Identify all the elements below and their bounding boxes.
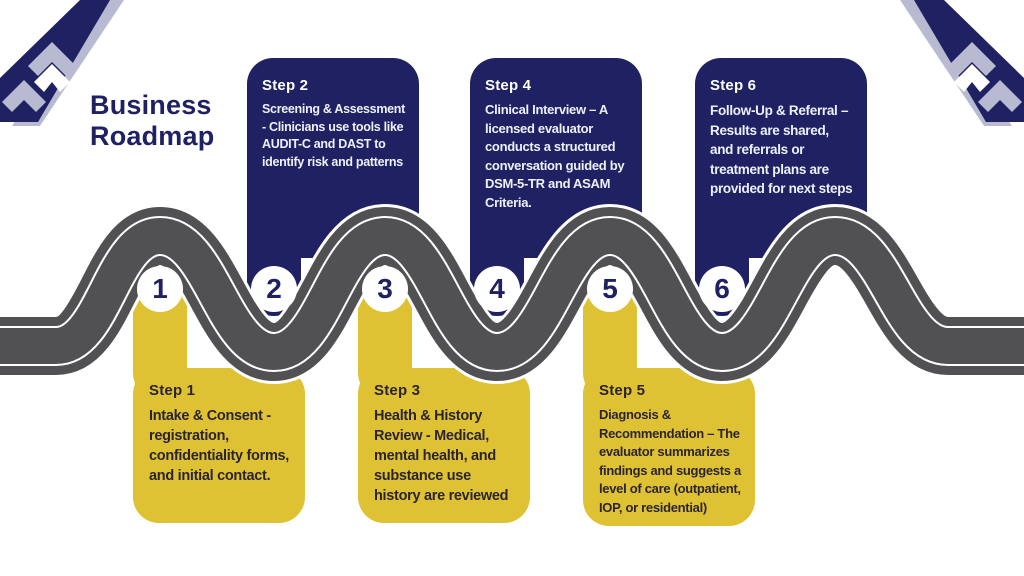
step-2-card — [247, 58, 419, 258]
page-title-line1: Business — [90, 90, 212, 120]
milestone-circle-2 — [251, 266, 297, 312]
step-5-card — [583, 368, 755, 526]
step-5-body: Diagnosis & Recommendation – The evaluator summarizes findings and suggests a level of care (outpatient, IOP, or residential) — [599, 407, 741, 515]
milestone-number-6: 6 — [714, 273, 730, 304]
milestone-number-4: 4 — [489, 273, 505, 304]
step-6-heading: Step 6 — [710, 77, 757, 94]
step-3-card — [358, 368, 530, 523]
page-title-line2: Roadmap — [90, 121, 215, 151]
step-5-heading: Step 5 — [599, 382, 646, 399]
milestone-circle-5 — [587, 266, 633, 312]
step-1-heading: Step 1 — [149, 382, 196, 399]
milestone-circle-1 — [137, 266, 183, 312]
step-3-heading: Step 3 — [374, 382, 421, 399]
milestone-number-5: 5 — [602, 273, 618, 304]
milestone-number-3: 3 — [377, 273, 393, 304]
step-1-body: Intake & Consent - registration, confidentiality forms, and initial contact. — [149, 408, 290, 484]
step-6-card — [695, 58, 867, 258]
step-3-body: Health & History Review - Medical, mental health, and substance use history are reviewed — [374, 408, 509, 504]
milestone-circle-3 — [362, 266, 408, 312]
milestone-number-2: 2 — [266, 273, 282, 304]
page-title — [90, 90, 214, 152]
step-6-body: Follow-Up & Referral – Results are shared, and referrals or treatment plans are provided for next steps — [710, 103, 853, 196]
corner-arrows-icon-top-right — [874, 0, 1024, 140]
milestone-circle-6 — [699, 266, 745, 312]
step-4-card — [470, 58, 642, 258]
milestone-number-1: 1 — [152, 273, 168, 304]
step-4-body: Clinical Interview – A licensed evaluator conducts a structured conversation guided by DSM-5-TR and ASAM Criteria. — [485, 102, 625, 210]
milestone-circle-4 — [474, 266, 520, 312]
step-2-body: Screening & Assessment - Clinicians use tools like AUDIT-C and DAST to identify risk and patterns — [262, 102, 405, 169]
step-1-card — [133, 368, 305, 523]
step-2-heading: Step 2 — [262, 77, 309, 94]
step-4-heading: Step 4 — [485, 77, 532, 94]
